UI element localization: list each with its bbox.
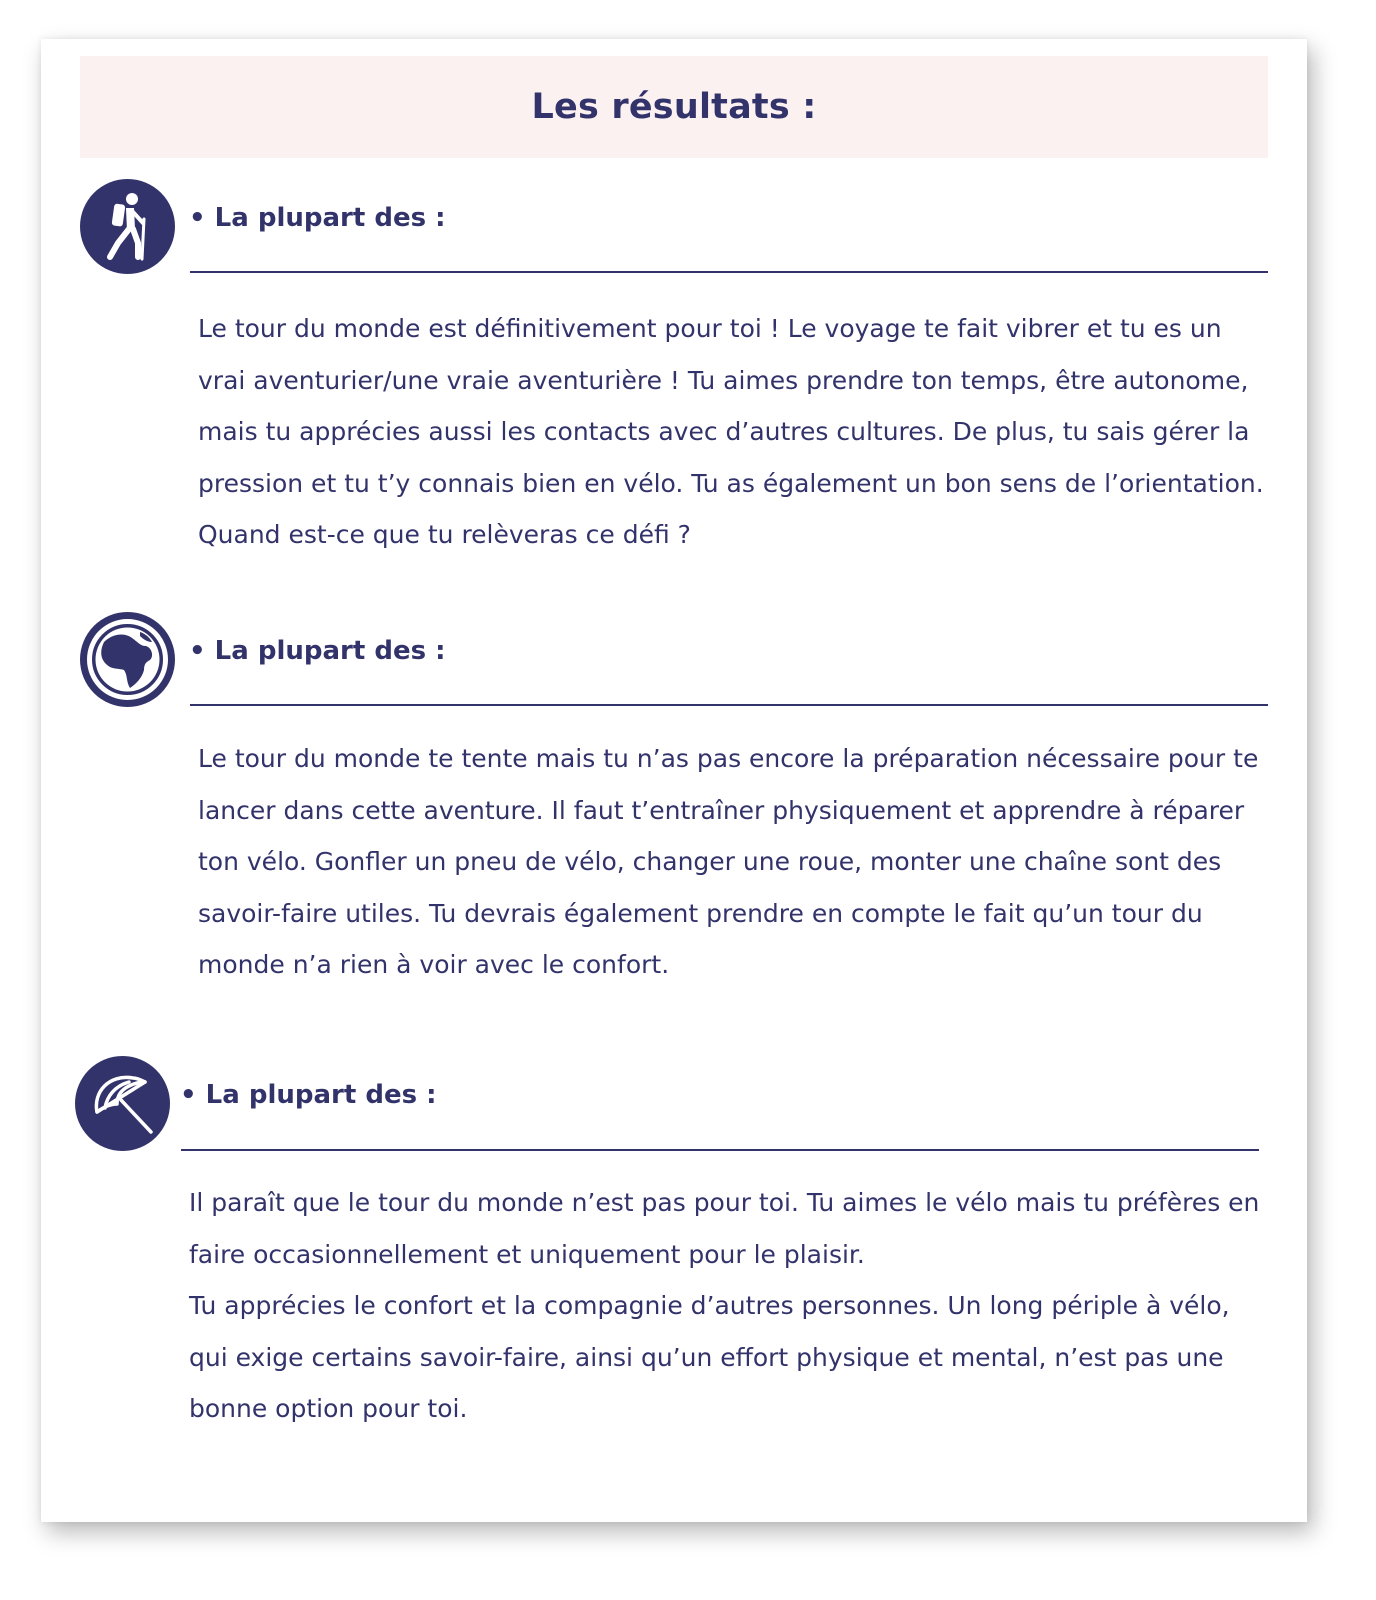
section-heading: • La plupart des :: [180, 1080, 437, 1110]
umbrella-icon: [75, 1056, 170, 1151]
result-text: Le tour du monde te tente mais tu n’as pas encore la préparation nécessaire pour te lancer dans cette aventure. Il faut t’entraîner physiquement et apprendre à réparer ton vélo. Gonfler un pneu de vélo, changer une roue, monter une chaîne sont des savoir-faire utiles. Tu devrais également prendre en compte le fait qu’un tour du monde n’a rien à voir avec le confort.: [198, 744, 1259, 979]
page-title: Les résultats :: [531, 87, 817, 127]
section-heading: • La plupart des :: [189, 636, 446, 666]
section-divider: [190, 271, 1268, 273]
results-card: [41, 39, 1307, 1522]
result-text: Le tour du monde est définitivement pour toi ! Le voyage te fait vibrer et tu es un vrai aventurier/une vraie aventurière ! Tu aimes prendre ton temps, être autonome, mais tu apprécies aussi les contacts avec d’autres cultures. De plus, tu sais gérer la pression et tu t’y connais bien en vélo. Tu as également un bon sens de l’orientation. Quand est-ce que tu relèveras ce défi ?: [198, 314, 1264, 549]
section-heading: • La plupart des :: [189, 203, 446, 233]
result-text: Il paraît que le tour du monde n’est pas pour toi. Tu aimes le vélo mais tu préfères en faire occasionnellement et uniquement pour le plaisir. Tu apprécies le confort et la compagnie d’autres personnes. Un long périple à vélo, qui exige certains savoir-faire, ainsi qu’un effort physique et mental, n’est pas une bonne option pour toi.: [189, 1188, 1260, 1423]
hiker-icon: [80, 179, 175, 274]
results-header: [80, 56, 1268, 158]
section-divider: [190, 704, 1268, 706]
globe-icon: [80, 612, 175, 707]
section-divider: [181, 1149, 1259, 1151]
